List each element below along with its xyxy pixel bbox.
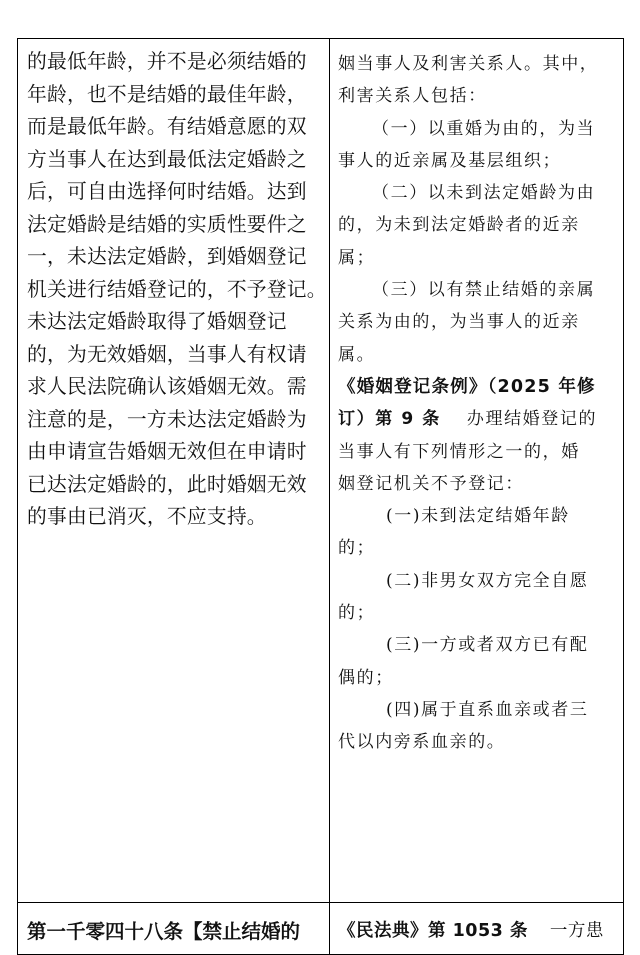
text-line: 的最低年龄，并不是必须结婚的	[27, 50, 307, 73]
text-line: 利害关系人包括：	[338, 86, 487, 107]
text-line: 注意的是，一方未达法定婚龄为	[27, 407, 307, 431]
right-column-text	[338, 48, 620, 759]
article-number: 订）第 9 条	[338, 409, 441, 430]
civil-code-reference	[338, 917, 604, 942]
text-line: 年龄，也不是结婚的最佳年龄，	[27, 82, 307, 106]
text-line: 属。	[338, 344, 376, 365]
text-line: 方当事人在达到最低法定婚龄之	[27, 147, 307, 171]
text-line: 后，可自由选择何时结婚。达到	[27, 180, 307, 203]
text-line: 关系为由的，为当事人的近亲	[338, 312, 580, 333]
text-line: 的；	[338, 603, 376, 624]
article-text: 办理结婚登记的	[466, 409, 598, 430]
text-line: (四)属于直系血亲或者三	[386, 699, 589, 720]
text-line: 未达法定婚龄取得了婚姻登记	[27, 310, 287, 333]
text-line: 的，为未到法定婚龄者的近亲	[338, 215, 580, 236]
text-line: 的；	[338, 538, 376, 559]
text-line: 偶的；	[338, 667, 394, 688]
text-line: （二）以未到法定婚龄为由	[372, 183, 596, 204]
text-line: 的，为无效婚姻，当事人有权请	[27, 342, 307, 366]
text-line: 事人的近亲属及基层组织；	[338, 150, 562, 171]
text-line: 而是最低年龄。有结婚意愿的双	[27, 115, 307, 138]
text-line: (三)一方或者双方已有配	[386, 635, 589, 656]
text-line: 当事人有下列情形之一的，婚	[338, 441, 580, 462]
text-line: 姻当事人及利害关系人。其中，	[338, 54, 599, 74]
text-line: 求人民法院确认该婚姻无效。需	[27, 375, 307, 398]
text-line: 由申请宣告婚姻无效但在申请时	[27, 440, 307, 463]
left-column-text	[27, 46, 327, 534]
text-line: 法定婚龄是结婚的实质性要件之	[27, 212, 307, 236]
text-line: (二)非男女双方完全自愿	[386, 570, 589, 591]
text-line: （一）以重婚为由的，为当	[372, 118, 596, 139]
text-line: 的事由已消灭，不应支持。	[27, 505, 267, 528]
civil-code-article: 《民法典》第 1053 条	[338, 921, 528, 941]
regulation-title: 《婚姻登记条例》（2025 年修	[338, 376, 596, 397]
article-heading: 第一千零四十八条【禁止结婚的	[27, 920, 301, 943]
text-line: 属；	[338, 247, 376, 268]
row-divider	[17, 902, 624, 903]
text-line: （三）以有禁止结婚的亲属	[372, 280, 596, 301]
text-line: 一，未达法定婚龄，到婚姻登记	[27, 245, 307, 268]
text-line: 姻登记机关不予登记：	[338, 473, 524, 494]
civil-code-text: 一方患	[549, 921, 604, 941]
text-line: 已达法定婚龄的，此时婚姻无效	[27, 472, 307, 496]
column-divider	[329, 38, 330, 955]
regulation-article-line	[338, 403, 620, 435]
text-line: (一)未到法定结婚年龄	[386, 506, 570, 527]
text-line: 代以内旁系血亲的。	[338, 732, 506, 753]
text-line: 机关进行结婚登记的，不予登记。	[27, 277, 327, 301]
